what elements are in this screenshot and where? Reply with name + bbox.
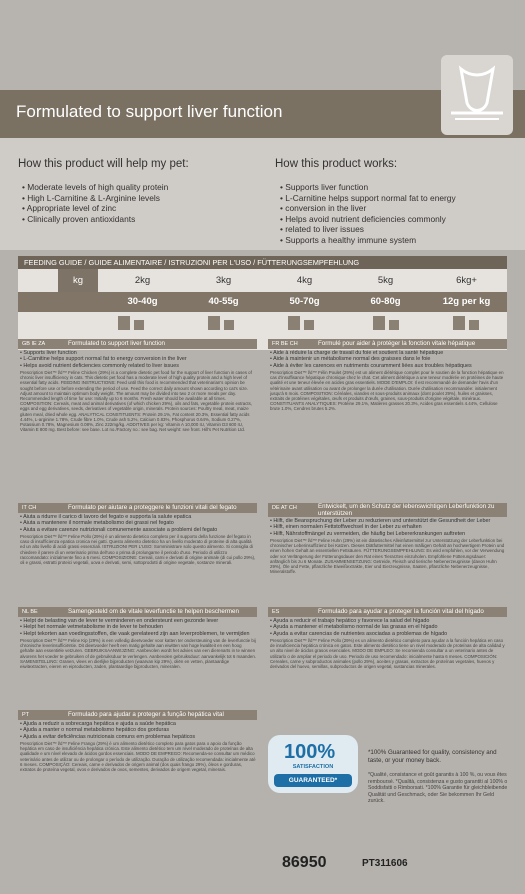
section-header-fr [268, 339, 507, 349]
country-codes: IT CH [22, 505, 37, 511]
list-item: • Appropriate level of zinc [22, 203, 117, 214]
section-body-nl: Prescription Diet™ l/d™ Feline Kip (29%) is een volledig dieetvoeder voor katten ter ondersteuning van de leverfunctie bij chronische leverinsufficiëntie. Dit dieetvoeder heeft een matig gehalte aan eiwitten van hoge kwaliteit en een hoog gehalte aan essentiële vetzuren. GEBRUIKSAANWIJZING: Aanbevolen wordt het advies van een dierenarts in te winnen alvorens het voeder te gebruiken of de gebruiksduur te verlengen. Aanbevolen gebruiksduur: aanvankelijk tot 6 maanden. SAMENSTELLING: Granen, vlees en dierlijke bijproducten (waarvan kip 29%), oliën en vetten, plantaardige eiwitextracten, eieren en eiproducten, zaden, plantaardige bijproducten, mineralen. [20, 638, 257, 670]
section-bullets-en [20, 350, 257, 369]
works-benefits-list [280, 182, 456, 246]
list-item: • Supports a healthy immune system [280, 234, 417, 245]
section-title: Samengesteld om de vitale leverfunctie te helpen beschermen [68, 608, 239, 615]
bullet: • Aide à maintenir un métabolisme normal des graisses dans le foie [270, 356, 431, 363]
bullet: • Aiuta a evitare carenze nutrizionali comunemente associate a problemi del fegato [20, 526, 218, 533]
grams-cell: 12g per kg [442, 296, 491, 307]
section-bullets-nl [20, 618, 257, 637]
country-codes: GB IE ZA [22, 341, 46, 347]
guarantee-text: *100% Guaranteed for quality, consistency and taste, or your money back. [368, 749, 497, 764]
bullet: • L-Carnitine helps support normal fat to energy conversion in the liver [20, 356, 187, 363]
weight-row [18, 269, 507, 292]
weight-cell: 4kg [296, 275, 313, 286]
list-item: • Clinically proven antioxidants [22, 213, 136, 224]
badge-line1: SATISFACTION [292, 764, 334, 770]
works-benefits-heading: How this product works: [275, 158, 398, 170]
weight-cell: 3kg [215, 275, 232, 286]
country-codes: FR BE CH [272, 341, 298, 347]
section-body-de: Prescription Diet™ l/d™ Feline Huhn (29%) ist ein diätetisches Alleinfuttermittel zur Unterstützung der Leberfunktion bei chronischer Leberinsuffizienz bei Katzen. Dieses Diätfuttermittel hat einen mäßigen Gehalt an hochwertigem Protein und einen hohen Gehalt an essentiellen Fettsäuren. FÜTTERUNGSEMPFEHLUNG: Es wird empfohlen, vor der Verwendung oder vor Verlängerung der Fütterungsdauer den Rat eines Tierarztes einzuholen. Empfohlene Fütterungsdauer: anfänglich bis zu 6 Monate. ZUSAMMENSETZUNG: Getreide, Fleisch und tierische Nebenerzeugnisse (davon Huhn 29%), Öle und Fette, pflanzliche Eiweißextrakte, Eier und Eierzeugnisse, Saaten, pflanzliche Nebenerzeugnisse, Mineralstoffe. [270, 538, 505, 575]
section-bullets-pt [20, 721, 257, 740]
list-item: • L-Carnitine helps support normal fat to energy [280, 192, 456, 203]
grams-cell: 30-40g [127, 296, 158, 307]
satisfaction-badge [268, 735, 358, 793]
section-header-en [18, 339, 257, 349]
bullet: • Ayuda a mantener el metabolismo normal de las grasas en el hígado [270, 624, 438, 631]
bullet: • Aiuta a ridurre il carico di lavoro del fegato e supporta la salute epatica [20, 514, 192, 520]
list-item: • Helps avoid nutrient deficiencies commonly [280, 213, 446, 224]
list-item: • related to liver issues [280, 224, 364, 235]
section-bullets-de [270, 518, 507, 537]
barcode-number: 86950 [282, 854, 327, 871]
list-item: • conversion in the liver [280, 203, 367, 214]
bullet: • Helpt het normale vetmetabolisme in de lever te behouden [20, 624, 164, 631]
bullet: • Helpt tekorten aan voedingsstoffen, die vaak gerelateerd zijn aan leverproblemen, te vermijden [20, 630, 250, 637]
section-bullets-es [270, 618, 507, 637]
section-title: Formulato per aiutare a proteggere le funzioni vitali del fegato [68, 504, 237, 511]
bullet: • Supports liver function [20, 350, 77, 356]
bullet: • Ajuda a reduzir a sobrecarga hepática e ajuda a saúde hepática [20, 721, 176, 727]
section-title: Formulated to support liver function [68, 340, 165, 347]
bullet: • Helps avoid nutrient deficiencies commonly related to liver issues [20, 362, 179, 369]
weight-unit: kg [58, 269, 98, 292]
section-header-es [268, 607, 507, 617]
section-bullets-it [20, 514, 257, 533]
section-header-de [268, 503, 507, 517]
list-item: • Supports liver function [280, 182, 369, 192]
section-body-es: Prescription Diet™ l/d™ Feline Pollo (29%) es un alimento dietético completo para ayudar a la función hepática en caso de insuficiencia hepática crónica en gatos. Este alimento dietético tiene un nivel moderado de proteínas de alta calidad y un alto nivel de ácidos grasos esenciales. MODO DE EMPLEO: Se recomienda consultar a un veterinario antes de utilizarlo o de ampliar el periodo de uso. Periodo de uso recomendado: inicialmente hasta 6 meses. COMPOSICIÓN: Cereales, carne y subproductos animales (pollo 29%), aceites y grasas, extractos de proteínas vegetales, huevos y derivados del huevo, semillas, subproductos de origen vegetal, sustancias minerales. [270, 638, 505, 670]
grams-cell: 60-80g [370, 296, 401, 307]
country-codes: PT [22, 712, 30, 718]
pet-benefits-heading: How this product will help my pet: [18, 158, 189, 170]
feeding-guide [18, 256, 507, 350]
badge-percent: 100% [284, 741, 336, 763]
benefits-section [0, 138, 525, 250]
country-codes: NL BE [22, 609, 38, 615]
country-codes: DE AT CH [272, 505, 297, 511]
guarantee-small-text: *Qualité, consistance et goût garantis à 100 %, ou vous êtes remboursé. *Qualità, consistenza e gusto garantiti al 100% o Soddisfatti o Rimborsati. *100% Garantie für gleichbleibende Qualität und Geschmack, oder Sie bekommen Ihr Geld zurück. [368, 772, 508, 804]
weight-cell: 6kg+ [456, 275, 477, 286]
bullet: • Ayuda a evitar carencias de nutrientes asociadas a problemas de hígado [270, 630, 448, 637]
section-title: Formulado para ayudar a proteger la función vital del hígado [318, 608, 484, 615]
bullet: • Helpt de belasting van de lever te verminderen en ondersteunt een gezonde lever [20, 618, 219, 624]
bullet: • Ajuda a evitar deficiências nutricionais comuns em problemas hepáticos [20, 733, 196, 740]
country-codes: ES [272, 609, 280, 615]
section-body-en: Prescription Diet™ l/d™ Feline Chicken (29%) is a complete dietetic pet food for the support of liver function in cases of chronic liver insufficiency in cats. This dietetic pet food has a moderate level of high quality protein and a high level of essential fatty acids. FEEDING INSTRUCTIONS: Feed until this food is recommended that veterinarian's opinion be sought before use or before extending the period of use. Feed the correct daily amount shown according to cat's size. Adjust amount to maintain optimum body weight. The amount may be divided into two 2 or more meals per day. Recommended length of time for use: Initially up to 6 months. Fresh water should be available at all times. COMPOSITION: Cereals, meat and animal derivatives (of which chicken 29%), oils and fats, vegetable protein extracts, eggs and egg derivatives, seeds, derivatives of vegetable origin, minerals. Protein sources: Poultry meal, meat, maize gluten meal, dried whole egg. ANALYTICAL CONSTITUENTS: Protein 29.1%, Fat content 20.3%, Essential fatty acids 4.44%, L-arginine 1.78%, Crude fibre 1.0%, Crude ash 5.2%, Calcium 0.83%, Phosphorus 0.64%, Sodium 0.27%, Potassium 0.78%, Magnesium 0.08%, Zinc 222mg/kg. ADDITIVES per kg: Vitamin A 10,000 IU, Vitamin D3 600 IU, Vitamin E 800 mg. Best before: see base. Lot no./Factory no.: see bag. Net weight: see front. Hill's Pet Nutrition Ltd. [20, 370, 253, 433]
bullet: • Aiuta a mantenere il normale metabolismo dei grassi nel fegato [20, 520, 174, 527]
section-title: Formulé pour aider à protéger la fonction vitale hépatique [318, 340, 476, 347]
list-item: • High L-Carnitine & L-Arginine levels [22, 192, 160, 203]
liver-logo-icon [441, 55, 513, 135]
feeding-guide-title: FEEDING GUIDE / GUIDE ALIMENTAIRE / ISTRUZIONI PER L'USO / FÜTTERUNGSEMPFEHLUNG [18, 256, 507, 269]
product-code: PT311606 [362, 858, 408, 869]
section-header-it [18, 503, 257, 513]
section-bullets-fr [270, 350, 507, 369]
section-header-pt [18, 710, 257, 720]
grams-row [18, 292, 507, 312]
bullet: • Hilft, einen normalen Fettstoffwechsel in der Leber zu erhalten [270, 524, 422, 531]
bullet: • Aide à éviter les carences en nutriments couramment liées aux troubles hépatiques [270, 362, 472, 369]
list-item: • Moderate levels of high quality protein [22, 182, 169, 192]
section-title: Formulado para ajudar a proteger a função hepática vital [68, 711, 224, 718]
bullet: • Hilft, Nährstoffmängel zu vermeiden, die häufig bei Lebererkrankungen auftreten [270, 530, 466, 537]
bullet: • Hilft, die Beanspruchung der Leber zu reduzieren und unterstützt die Gesundheit der Leber [270, 518, 491, 524]
section-header-nl [18, 607, 257, 617]
section-title: Entwickelt, um den Schutz der lebenswichtigen Leberfunktion zu unterstützen [318, 503, 495, 517]
bullet: • Ajuda a manter o normal metabolismo hepático dos gorduras [20, 727, 170, 734]
badge-line2: GUARANTEED* [274, 774, 352, 787]
section-body-it: Prescription Diet™ l/d™ Feline Pollo (29%) è un alimento dietetico completo per il supporto della funzione del fegato in caso di insufficienza epatica cronica nei gatti. Questo alimento dietetico ha un livello moderato di proteine di alta qualità ed un alto livello di acidi grassi essenziali. ISTRUZIONI PER L'USO: Somministrare solo questo alimento. Si consiglia di chiedere il parere di un veterinario prima dell'uso o prima di prolungarne il periodo d'uso. Periodo di utilizzo raccomandato: inizialmente fino a 6 mesi. COMPOSIZIONE: Cereali, carni e derivati di origine animale (di cui pollo 29%), oli e grassi, estratti proteici vegetali, uova e derivati, semi, sottoprodotti di origine vegetale, sostanze minerali. [20, 534, 256, 566]
weight-cell: 2kg [134, 275, 151, 286]
pet-benefits-list [22, 182, 168, 224]
bullet: • Ayuda a reducir el trabajo hepático y favorece la salud del hígado [270, 618, 430, 624]
bullet: • Aide à réduire la charge de travail du foie et soutient la santé hépatique [270, 350, 444, 356]
section-body-pt: Prescription Diet™ l/d™ Feline Frango (29%) é um alimento dietético completo para gatos para o apoio da função hepática em caso de insuficiência hepática crónica. Este alimento dietético tem um nível moderado de proteínas de alta qualidade e um nível elevado de ácidos gordos essenciais. MODO DE EMPREGO: Recomenda-se consultar um médico veterinário antes de utilizar ou de prolongar o período de utilização. Duração de utilização recomendada: inicialmente até 6 meses. COMPOSIÇÃO: Cereais, carne e derivados de origem animal (dos quais frango 29%), óleos e gorduras, extratos de proteína vegetal, ovos e derivados de ovos, sementes, derivados de origem vegetal, minerais. [20, 741, 256, 773]
section-body-fr: Prescription Diet™ l/d™ Félin Poulet (29%) est un aliment diététique complet pour le soutien de la fonction hépatique en cas d'insuffisance hépatique chronique chez le chat. Cet aliment diététique a une teneur modérée en protéines de haute qualité et une teneur élevée en acides gras essentiels. MODE D'EMPLOI: Il est recommandé de demander l'avis d'un vétérinaire avant utilisation ou avant de prolonger la durée d'utilisation. Durée d'utilisation recommandée: initialement jusqu'à 6 mois. COMPOSITION: Céréales, viandes et sous-produits animaux (dont poulet 29%), huiles et graisses, extraits de protéines végétales, œufs et produits d'œufs, graines, sous-produits d'origine végétale, minéraux. CONSTITUANTS ANALYTIQUES: Protéine 29.1%, Matières grasses 20.3%, Acides gras essentiels 4.44%, Cellulose brute 1.0%, Cendres brutes 5.2%. [270, 370, 504, 412]
grams-cell: 50-70g [289, 296, 320, 307]
grams-cell: 40-55g [208, 296, 239, 307]
weight-cell: 5kg [377, 275, 394, 286]
page-title: Formulated to support liver function [16, 102, 283, 121]
